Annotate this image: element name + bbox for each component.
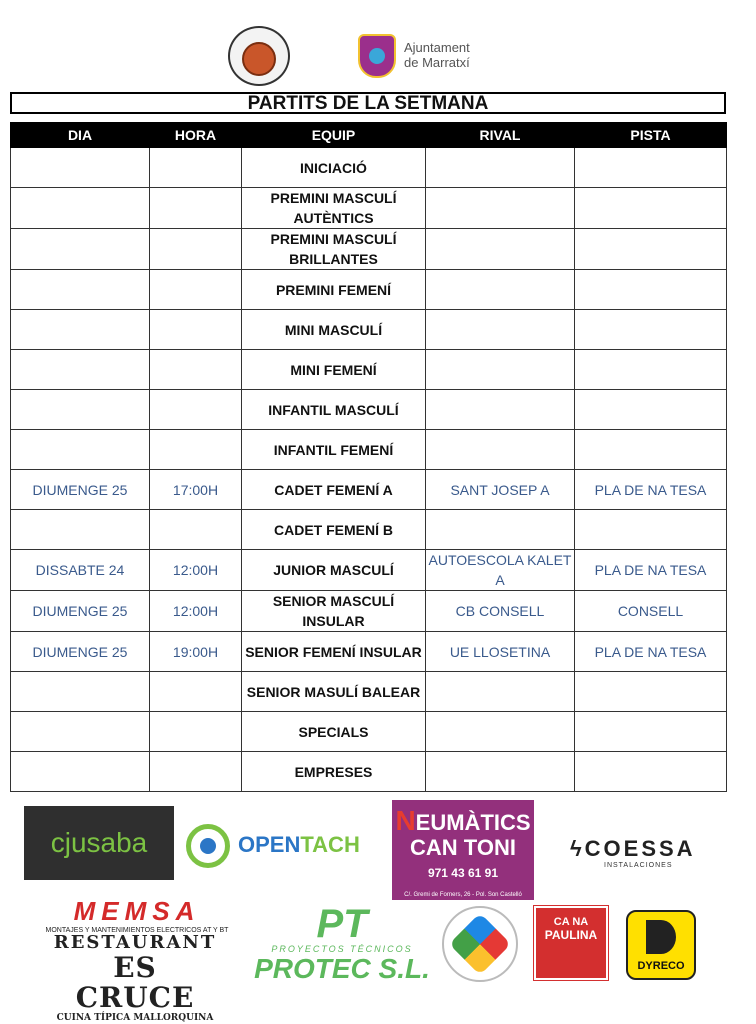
column-header-dia: DIA <box>11 123 150 148</box>
cell-hora <box>150 229 242 270</box>
cell-equip: INICIACIÓ <box>242 148 426 188</box>
cell-rival <box>426 350 575 390</box>
cell-pista <box>575 510 727 550</box>
dyreco-name: DYRECO <box>637 960 685 972</box>
cell-pista <box>575 188 727 229</box>
table-row <box>11 752 727 792</box>
cell-equip: PREMINI MASCULÍ AUTÈNTICS <box>242 188 426 229</box>
cell-equip: EMPRESES <box>242 752 426 792</box>
cell-equip: MINI MASCULÍ <box>242 310 426 350</box>
cell-rival <box>426 510 575 550</box>
table-row <box>11 310 727 350</box>
cell-pista <box>575 350 727 390</box>
cell-rival <box>426 270 575 310</box>
cell-dia <box>11 148 150 188</box>
protec-pt: PT <box>316 902 368 946</box>
cell-pista: PLA DE NA TESA <box>575 470 727 510</box>
cell-hora: 12:00H <box>150 550 242 591</box>
cell-rival <box>426 148 575 188</box>
cell-hora <box>150 672 242 712</box>
cell-hora <box>150 148 242 188</box>
table-header-row <box>11 123 727 148</box>
table-row <box>11 390 727 430</box>
cell-equip: SENIOR MASULÍ BALEAR <box>242 672 426 712</box>
cell-hora <box>150 712 242 752</box>
cell-dia: DIUMENGE 25 <box>11 470 150 510</box>
protec-sub: PROYECTOS TÉCNICOS <box>271 944 413 954</box>
column-header-pista: PISTA <box>575 123 727 148</box>
es-cruce-line2: ES CRUCE <box>75 951 195 1014</box>
escorbano-foundation-logo <box>442 906 518 982</box>
cell-rival: CB CONSELL <box>426 591 575 632</box>
sponsors-area <box>0 798 756 1024</box>
header-logos <box>0 24 756 90</box>
cell-hora: 17:00H <box>150 470 242 510</box>
es-cruce-logo <box>50 932 220 1022</box>
cell-dia: DIUMENGE 25 <box>11 591 150 632</box>
cell-dia <box>11 672 150 712</box>
cell-dia <box>11 270 150 310</box>
cell-pista: PLA DE NA TESA <box>575 632 727 672</box>
cell-equip: PREMINI MASCULÍ BRILLANTES <box>242 229 426 270</box>
table-row <box>11 470 727 510</box>
opentach-text-b: TACH <box>300 832 360 857</box>
cell-pista <box>575 430 727 470</box>
cell-pista <box>575 752 727 792</box>
club-logo <box>228 26 290 86</box>
cell-pista <box>575 672 727 712</box>
cell-equip: MINI FEMENÍ <box>242 350 426 390</box>
table-row <box>11 712 727 752</box>
can-toni-logo <box>392 800 534 900</box>
cell-dia <box>11 430 150 470</box>
opentach-icon <box>186 824 230 868</box>
cell-equip: CADET FEMENÍ A <box>242 470 426 510</box>
cell-rival <box>426 752 575 792</box>
table-row <box>11 510 727 550</box>
cell-rival <box>426 712 575 752</box>
basketball-icon <box>242 42 276 76</box>
column-header-hora: HORA <box>150 123 242 148</box>
protec-logo <box>252 904 432 994</box>
table-row <box>11 188 727 229</box>
protec-name: PROTEC S.L. <box>254 953 430 984</box>
column-header-rival: RIVAL <box>426 123 575 148</box>
table-row <box>11 550 727 591</box>
cell-rival <box>426 229 575 270</box>
cell-dia <box>11 350 150 390</box>
cell-pista <box>575 148 727 188</box>
coessa-name: COESSA <box>584 836 696 861</box>
table-row <box>11 270 727 310</box>
cell-dia <box>11 310 150 350</box>
cell-equip: JUNIOR MASCULÍ <box>242 550 426 591</box>
table-row <box>11 430 727 470</box>
can-toni-address: C/. Gremi de Forners, 26 - Pol. Son Castelló <box>404 892 522 898</box>
can-toni-n: N <box>395 805 416 836</box>
can-toni-phone: 971 43 61 91 <box>427 866 499 880</box>
table-row <box>11 350 727 390</box>
coessa-logo <box>570 836 710 876</box>
dyreco-mark-icon <box>646 920 676 954</box>
cell-hora <box>150 430 242 470</box>
cell-hora <box>150 270 242 310</box>
coessa-sub: INSTALACIONES <box>604 862 673 869</box>
opentach-text-a: OPEN <box>238 832 301 857</box>
ajuntament-logo-text <box>404 40 470 70</box>
table-row <box>11 148 727 188</box>
cell-dia <box>11 229 150 270</box>
cell-rival <box>426 188 575 229</box>
schedule-table <box>10 122 727 792</box>
table-row <box>11 632 727 672</box>
cell-equip: PREMINI FEMENÍ <box>242 270 426 310</box>
cell-hora <box>150 510 242 550</box>
memsa-name: MEMSA <box>73 896 201 926</box>
cell-pista <box>575 390 727 430</box>
cell-dia <box>11 390 150 430</box>
cell-dia <box>11 712 150 752</box>
cell-dia <box>11 752 150 792</box>
ajuntament-line1: Ajuntament <box>404 40 470 55</box>
cell-rival <box>426 430 575 470</box>
ajuntament-line2: de Marratxí <box>404 55 470 70</box>
cell-pista <box>575 310 727 350</box>
cell-dia <box>11 188 150 229</box>
cell-rival <box>426 672 575 712</box>
cell-rival <box>426 310 575 350</box>
ca-na-paulina-line2: PAULINA <box>544 928 598 942</box>
ca-na-paulina-logo <box>534 906 608 980</box>
cell-pista <box>575 270 727 310</box>
cell-equip: INFANTIL MASCULÍ <box>242 390 426 430</box>
column-header-equip: EQUIP <box>242 123 426 148</box>
cjusaba-logo: cjusaba <box>24 806 174 880</box>
cell-pista: PLA DE NA TESA <box>575 550 727 591</box>
cell-pista <box>575 712 727 752</box>
lightning-icon: ϟ <box>570 836 585 861</box>
cell-hora <box>150 390 242 430</box>
ca-na-paulina-line1: CA NA <box>553 916 589 928</box>
cell-rival: SANT JOSEP A <box>426 470 575 510</box>
opentach-logo <box>186 824 386 872</box>
cell-hora: 19:00H <box>150 632 242 672</box>
cell-hora: 12:00H <box>150 591 242 632</box>
cell-equip: SENIOR MASCULÍ INSULAR <box>242 591 426 632</box>
cell-equip: SPECIALS <box>242 712 426 752</box>
can-toni-line1: EUMÀTICS <box>415 810 531 835</box>
es-cruce-line1: RESTAURANT <box>53 932 217 953</box>
cell-equip: INFANTIL FEMENÍ <box>242 430 426 470</box>
dyreco-logo <box>626 910 696 980</box>
cell-rival <box>426 390 575 430</box>
cell-rival: UE LLOSETINA <box>426 632 575 672</box>
cell-dia: DIUMENGE 25 <box>11 632 150 672</box>
can-toni-line2: CAN TONI <box>410 835 516 860</box>
cell-dia: DISSABTE 24 <box>11 550 150 591</box>
cell-pista: CONSELL <box>575 591 727 632</box>
table-row <box>11 591 727 632</box>
cell-hora <box>150 310 242 350</box>
cell-equip: SENIOR FEMENÍ INSULAR <box>242 632 426 672</box>
table-row <box>11 672 727 712</box>
cell-rival: AUTOESCOLA KALET A <box>426 550 575 591</box>
page-title: PARTITS DE LA SETMANA <box>10 92 726 114</box>
cell-hora <box>150 350 242 390</box>
cell-hora <box>150 752 242 792</box>
cell-pista <box>575 229 727 270</box>
cell-equip: CADET FEMENÍ B <box>242 510 426 550</box>
cell-dia <box>11 510 150 550</box>
cell-hora <box>150 188 242 229</box>
ajuntament-shield-icon <box>358 34 396 78</box>
memsa-sub: MONTAJES Y MANTENIMIENTOS ELECTRICOS AT Y BT <box>45 927 229 934</box>
es-cruce-line3: CUINA TÍPICA MALLORQUINA <box>56 1013 214 1023</box>
table-row <box>11 229 727 270</box>
